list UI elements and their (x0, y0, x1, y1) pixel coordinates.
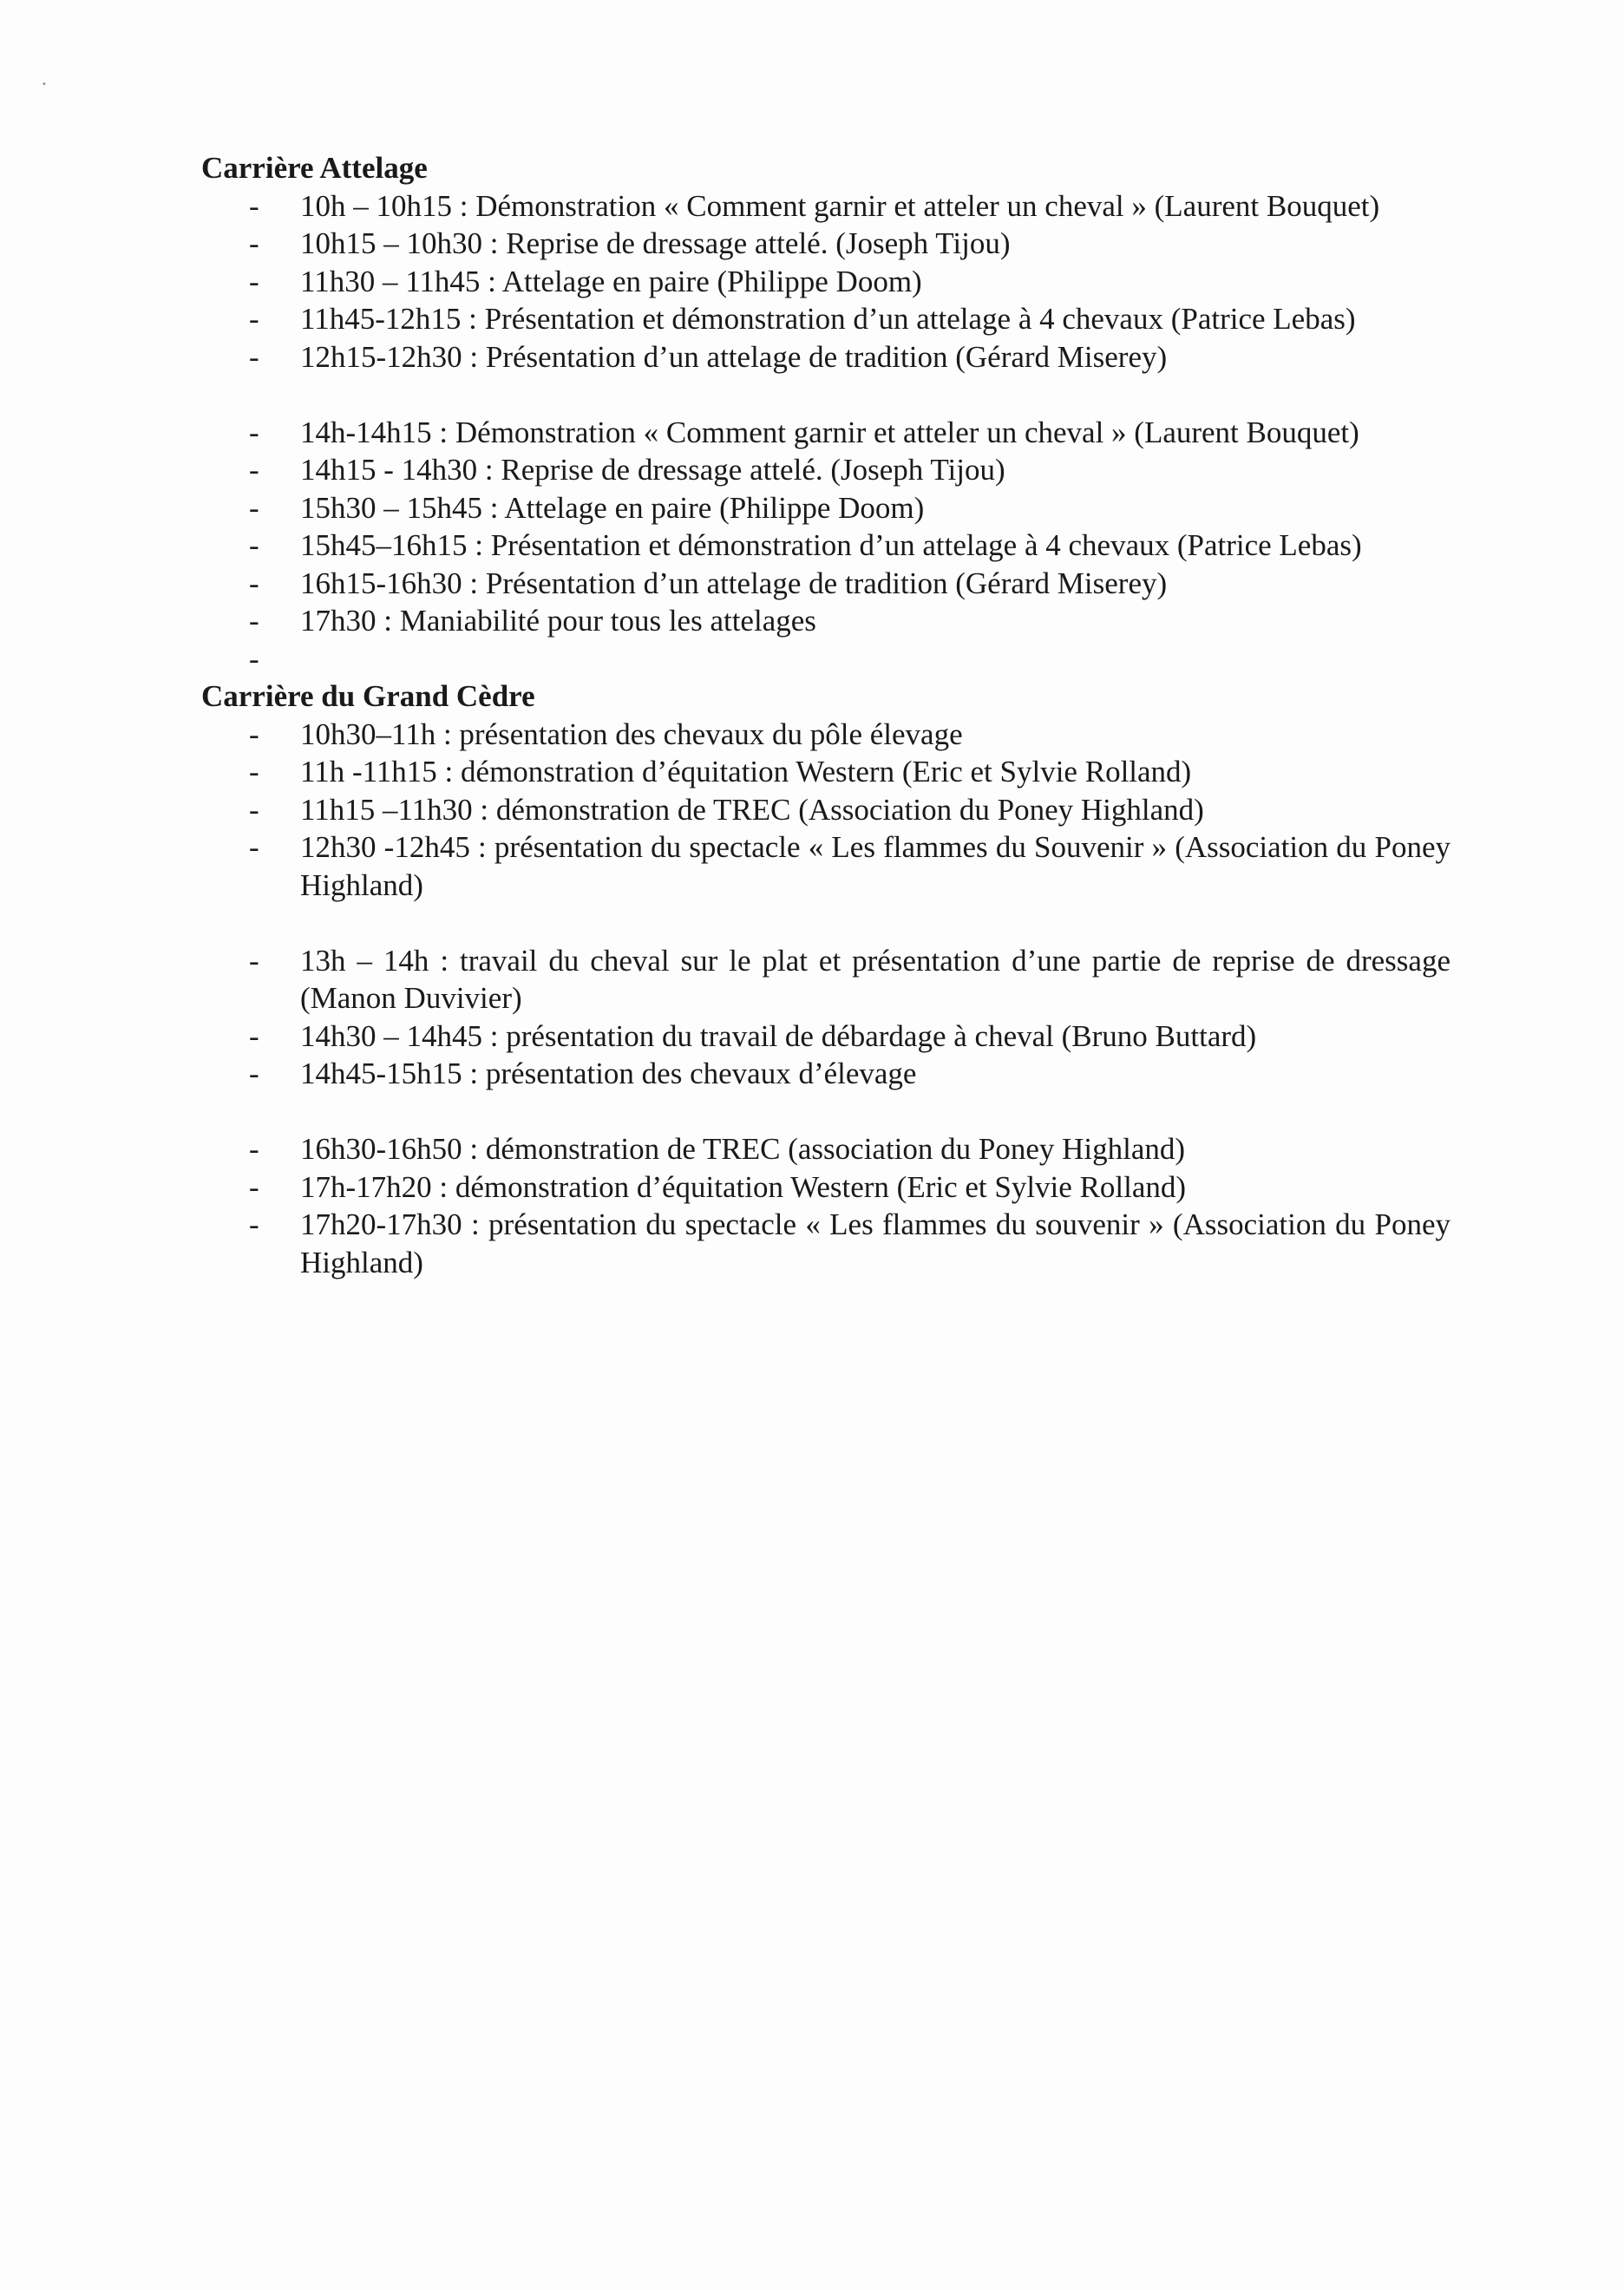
schedule-item: - 13h – 14h : travail du cheval sur le plat et présentation d’une partie de reprise de dressage (Manon Duvivier) (201, 942, 1450, 1017)
schedule-list (201, 716, 1450, 905)
schedule-item: - 17h-17h20 : démonstration d’équitation Western (Eric et Sylvie Rolland) (201, 1168, 1450, 1207)
schedule-item: - 14h45-15h15 : présentation des chevaux d’élevage (201, 1055, 1450, 1093)
schedule-list (201, 187, 1450, 376)
schedule-item: - 14h15 - 14h30 : Reprise de dressage attelé. (Joseph Tijou) (201, 451, 1450, 489)
schedule-item: - 10h15 – 10h30 : Reprise de dressage attelé. (Joseph Tijou) (201, 225, 1450, 263)
schedule-item: - 14h30 – 14h45 : présentation du travail de débardage à cheval (Bruno Buttard) (201, 1017, 1450, 1056)
schedule-item: - 15h30 – 15h45 : Attelage en paire (Philippe Doom) (201, 489, 1450, 527)
schedule-item: - 11h -11h15 : démonstration d’équitation Western (Eric et Sylvie Rolland) (201, 753, 1450, 791)
schedule-item: - 15h45–16h15 : Présentation et démonstration d’un attelage à 4 chevaux (Patrice Lebas) (201, 527, 1450, 565)
schedule-list (201, 414, 1450, 678)
schedule-item (201, 640, 1450, 678)
schedule-item: - 11h45-12h15 : Présentation et démonstration d’un attelage à 4 chevaux (Patrice Lebas) (201, 300, 1450, 338)
document-body (201, 149, 1450, 1281)
section-title: Carrière Attelage (201, 151, 428, 185)
group-spacer (201, 376, 1450, 414)
schedule-item: - 16h15-16h30 : Présentation d’un attelage de tradition (Gérard Miserey) (201, 565, 1450, 603)
group-spacer (201, 1093, 1450, 1131)
schedule-item: - 11h15 –11h30 : démonstration de TREC (Association du Poney Highland) (201, 791, 1450, 829)
schedule-list (201, 1130, 1450, 1281)
group-spacer (201, 904, 1450, 942)
schedule-item: - 12h15-12h30 : Présentation d’un attelage de tradition (Gérard Miserey) (201, 338, 1450, 376)
scan-speck: • (42, 80, 47, 89)
schedule-item: - 11h30 – 11h45 : Attelage en paire (Philippe Doom) (201, 263, 1450, 301)
section-title: Carrière du Grand Cèdre (201, 679, 535, 713)
schedule-list (201, 942, 1450, 1093)
schedule-item: - 14h-14h15 : Démonstration « Comment garnir et atteler un cheval » (Laurent Bouquet) (201, 414, 1450, 452)
schedule-item: - 17h30 : Maniabilité pour tous les attelages (201, 602, 1450, 640)
schedule-item: - 16h30-16h50 : démonstration de TREC (association du Poney Highland) (201, 1130, 1450, 1168)
schedule-item: - 10h – 10h15 : Démonstration « Comment garnir et atteler un cheval » (Laurent Bouquet) (201, 187, 1450, 226)
schedule-item: - 12h30 -12h45 : présentation du spectacle « Les flammes du Souvenir » (Association du Poney Highland) (201, 828, 1450, 904)
schedule-item: - 17h20-17h30 : présentation du spectacle « Les flammes du souvenir » (Association du Poney Highland) (201, 1206, 1450, 1281)
schedule-item: - 10h30–11h : présentation des chevaux du pôle élevage (201, 716, 1450, 754)
